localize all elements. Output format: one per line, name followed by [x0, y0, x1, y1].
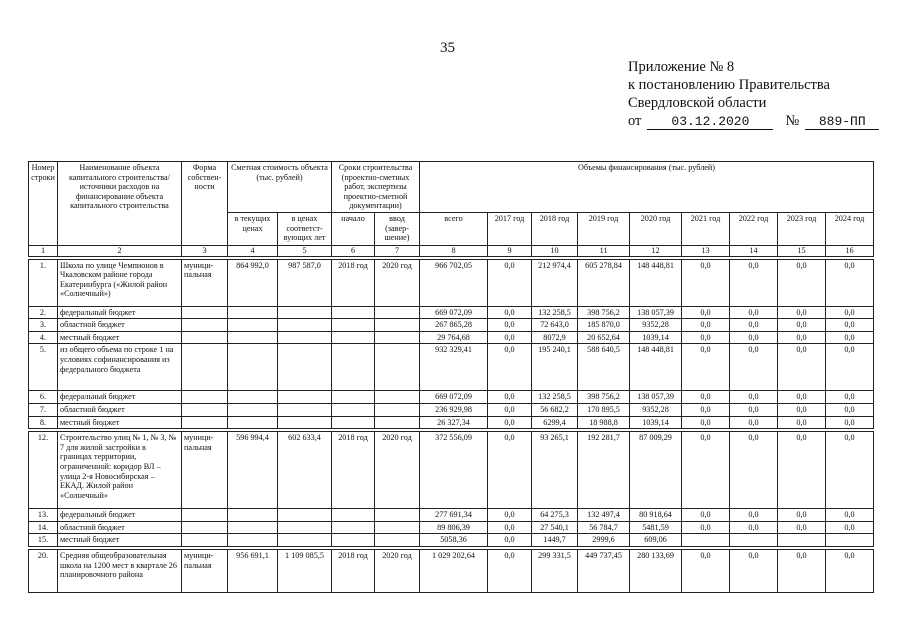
- row-number: 15.: [29, 534, 58, 547]
- year-amount: 0,0: [730, 306, 778, 319]
- column-number: 13: [682, 246, 730, 257]
- year-amount: 27 540,1: [532, 521, 578, 534]
- year-amount: 0,0: [826, 416, 874, 429]
- year-amount: 0,0: [682, 416, 730, 429]
- row-number: 6.: [29, 391, 58, 404]
- year-amount: 0,0: [730, 391, 778, 404]
- estimate-current: [228, 344, 278, 391]
- start-year: [332, 319, 375, 332]
- header-row-no: Номер строки: [29, 162, 58, 246]
- row-number: 20.: [29, 549, 58, 592]
- object-name: федеральный бюджет: [58, 509, 182, 522]
- object-name: местный бюджет: [58, 534, 182, 547]
- object-name: федеральный бюджет: [58, 391, 182, 404]
- ownership: муници-пальная: [182, 259, 228, 306]
- estimate-prev: 987 587,0: [278, 259, 332, 306]
- year-amount: 0,0: [488, 306, 532, 319]
- row-number: 2.: [29, 306, 58, 319]
- year-amount: 0,0: [826, 403, 874, 416]
- year-amount: 0,0: [682, 509, 730, 522]
- year-amount: 0,0: [730, 432, 778, 509]
- column-number: 14: [730, 246, 778, 257]
- year-amount: 1039,14: [630, 416, 682, 429]
- year-amount: 212 974,4: [532, 259, 578, 306]
- ownership: [182, 391, 228, 404]
- row-number: 13.: [29, 509, 58, 522]
- year-amount: 0,0: [826, 259, 874, 306]
- year-amount: [730, 534, 778, 547]
- row-number: 14.: [29, 521, 58, 534]
- column-number: 2: [58, 246, 182, 257]
- header-estimate-current: в текущих ценах: [228, 213, 278, 246]
- total-amount: 669 072,09: [420, 391, 488, 404]
- header-year: 2022 год: [730, 213, 778, 246]
- appendix-block: [628, 58, 879, 130]
- year-amount: 0,0: [682, 331, 730, 344]
- object-name: из общего объема по строке 1 на условиях софинансирования из федерального бюджета: [58, 344, 182, 391]
- year-amount: 0,0: [778, 521, 826, 534]
- year-amount: 9352,28: [630, 319, 682, 332]
- year-amount: 0,0: [826, 344, 874, 391]
- table-row: [29, 403, 874, 416]
- table-row: [29, 432, 874, 509]
- year-amount: 605 278,84: [578, 259, 630, 306]
- estimate-current: [228, 306, 278, 319]
- object-name: областной бюджет: [58, 521, 182, 534]
- year-amount: 2999,6: [578, 534, 630, 547]
- ownership: [182, 331, 228, 344]
- year-amount: 0,0: [778, 319, 826, 332]
- header-year: 2021 год: [682, 213, 730, 246]
- year-amount: 0,0: [488, 391, 532, 404]
- year-amount: 192 281,7: [578, 432, 630, 509]
- resolution-number: 889-ПП: [805, 115, 879, 130]
- row-number: 4.: [29, 331, 58, 344]
- ownership: [182, 534, 228, 547]
- estimate-prev: 602 633,4: [278, 432, 332, 509]
- year-amount: 0,0: [682, 432, 730, 509]
- row-number: 3.: [29, 319, 58, 332]
- table-row: [29, 509, 874, 522]
- total-amount: 277 691,34: [420, 509, 488, 522]
- table-row: [29, 319, 874, 332]
- year-amount: [826, 534, 874, 547]
- year-amount: 0,0: [778, 416, 826, 429]
- year-amount: 0,0: [730, 319, 778, 332]
- estimate-current: [228, 534, 278, 547]
- year-amount: 0,0: [826, 509, 874, 522]
- ownership: [182, 306, 228, 319]
- appendix-date-line: [628, 112, 879, 130]
- year-amount: 0,0: [730, 521, 778, 534]
- ownership: муници-пальная: [182, 549, 228, 592]
- year-amount: 148 448,81: [630, 259, 682, 306]
- year-amount: 195 240,1: [532, 344, 578, 391]
- column-number: 16: [826, 246, 874, 257]
- year-amount: 0,0: [682, 403, 730, 416]
- column-number: 11: [578, 246, 630, 257]
- appendix-line2: к постановлению Правительства: [628, 77, 830, 93]
- header-year: 2020 год: [630, 213, 682, 246]
- column-number: 4: [228, 246, 278, 257]
- estimate-current: 596 994,4: [228, 432, 278, 509]
- year-amount: 0,0: [826, 391, 874, 404]
- year-amount: 20 652,64: [578, 331, 630, 344]
- year-amount: 138 057,39: [630, 391, 682, 404]
- year-amount: 0,0: [682, 549, 730, 592]
- object-name: местный бюджет: [58, 416, 182, 429]
- total-amount: 669 072,09: [420, 306, 488, 319]
- year-amount: 0,0: [778, 391, 826, 404]
- year-amount: 0,0: [778, 259, 826, 306]
- object-name: областной бюджет: [58, 319, 182, 332]
- header-estimate: Сметная стоимость объекта (тыс. рублей): [228, 162, 332, 213]
- header-total: всего: [420, 213, 488, 246]
- from-label: от: [628, 113, 642, 129]
- ownership: [182, 319, 228, 332]
- total-amount: 966 702,05: [420, 259, 488, 306]
- header-ownership: Форма собствен-ности: [182, 162, 228, 246]
- year-amount: 0,0: [682, 344, 730, 391]
- estimate-prev: 1 109 085,5: [278, 549, 332, 592]
- year-amount: 0,0: [488, 549, 532, 592]
- start-year: [332, 534, 375, 547]
- header-terms: Сроки строительства (проектно-сметных работ, экспертизы проектно-сметной документации): [332, 162, 420, 213]
- year-amount: 0,0: [730, 416, 778, 429]
- year-amount: 132 258,5: [532, 391, 578, 404]
- header-year: 2018 год: [532, 213, 578, 246]
- year-amount: 0,0: [730, 344, 778, 391]
- year-amount: 0,0: [730, 259, 778, 306]
- row-number: 12.: [29, 432, 58, 509]
- finish-year: 2020 год: [375, 432, 420, 509]
- start-year: [332, 331, 375, 344]
- column-number: 9: [488, 246, 532, 257]
- year-amount: 0,0: [778, 331, 826, 344]
- year-amount: 87 009,29: [630, 432, 682, 509]
- year-amount: 0,0: [488, 509, 532, 522]
- estimate-prev: [278, 391, 332, 404]
- object-name: Школа по улице Чемпионов в Чкаловском районе города Екатеринбурга («Жилой район «Солнечный»): [58, 259, 182, 306]
- estimate-current: [228, 509, 278, 522]
- header-year: 2017 год: [488, 213, 532, 246]
- year-amount: 132 258,5: [532, 306, 578, 319]
- row-number: 5.: [29, 344, 58, 391]
- estimate-prev: [278, 416, 332, 429]
- year-amount: 0,0: [488, 432, 532, 509]
- year-amount: 93 265,1: [532, 432, 578, 509]
- estimate-current: [228, 331, 278, 344]
- ownership: [182, 416, 228, 429]
- object-name: Строительство улиц № 1, № 3, № 7 для жилой застройки в границах территории, ограниченной: коридор ВЛ – улица 2-я Новосибирская – ЕКАД. Жилой район «Солнечный»: [58, 432, 182, 509]
- estimate-current: [228, 416, 278, 429]
- year-amount: 0,0: [826, 319, 874, 332]
- year-amount: 0,0: [682, 521, 730, 534]
- year-amount: 0,0: [488, 331, 532, 344]
- year-amount: 0,0: [778, 509, 826, 522]
- year-amount: 132 497,4: [578, 509, 630, 522]
- column-number: 10: [532, 246, 578, 257]
- year-amount: 0,0: [488, 534, 532, 547]
- year-amount: 170 895,5: [578, 403, 630, 416]
- table-row: [29, 391, 874, 404]
- estimate-current: [228, 403, 278, 416]
- year-amount: 148 448,81: [630, 344, 682, 391]
- finish-year: [375, 521, 420, 534]
- object-name: областной бюджет: [58, 403, 182, 416]
- year-amount: 0,0: [488, 259, 532, 306]
- year-amount: 449 737,45: [578, 549, 630, 592]
- year-amount: 0,0: [826, 331, 874, 344]
- table-row: [29, 549, 874, 592]
- year-amount: 64 275,3: [532, 509, 578, 522]
- column-number: 7: [375, 246, 420, 257]
- finish-year: [375, 391, 420, 404]
- year-amount: 0,0: [682, 319, 730, 332]
- year-amount: [778, 534, 826, 547]
- row-number: 7.: [29, 403, 58, 416]
- year-amount: 0,0: [826, 432, 874, 509]
- estimate-current: [228, 391, 278, 404]
- year-amount: 18 988,8: [578, 416, 630, 429]
- estimate-prev: [278, 331, 332, 344]
- header-funding: Объемы финансирования (тыс. рублей): [420, 162, 874, 213]
- table-row: [29, 331, 874, 344]
- year-amount: 0,0: [778, 306, 826, 319]
- year-amount: 398 756,2: [578, 391, 630, 404]
- header-finish: ввод (завер-шение): [375, 213, 420, 246]
- estimate-current: [228, 521, 278, 534]
- header-year: 2024 год: [826, 213, 874, 246]
- year-amount: 0,0: [778, 432, 826, 509]
- column-number: 12: [630, 246, 682, 257]
- total-amount: 932 329,41: [420, 344, 488, 391]
- header-year: 2019 год: [578, 213, 630, 246]
- year-amount: 5481,59: [630, 521, 682, 534]
- estimate-prev: [278, 319, 332, 332]
- table-row: [29, 534, 874, 547]
- year-amount: 0,0: [488, 521, 532, 534]
- year-amount: 56 784,7: [578, 521, 630, 534]
- finish-year: [375, 534, 420, 547]
- number-label: №: [785, 113, 800, 129]
- year-amount: 56 682,2: [532, 403, 578, 416]
- table-row: [29, 344, 874, 391]
- start-year: 2018 год: [332, 259, 375, 306]
- year-amount: 398 756,2: [578, 306, 630, 319]
- row-number: 8.: [29, 416, 58, 429]
- finish-year: 2020 год: [375, 549, 420, 592]
- start-year: [332, 391, 375, 404]
- year-amount: [682, 534, 730, 547]
- header-name: Наименование объекта капитального строительства/источники расходов на финансирование объекта капитального строительства: [58, 162, 182, 246]
- estimate-prev: [278, 306, 332, 319]
- estimate-prev: [278, 403, 332, 416]
- total-amount: 89 806,39: [420, 521, 488, 534]
- total-amount: 1 029 202,64: [420, 549, 488, 592]
- ownership: [182, 521, 228, 534]
- year-amount: 609,06: [630, 534, 682, 547]
- start-year: [332, 416, 375, 429]
- year-amount: 0,0: [730, 549, 778, 592]
- appendix-line3: Свердловской области: [628, 95, 767, 111]
- header-start: начало: [332, 213, 375, 246]
- estimate-prev: [278, 521, 332, 534]
- year-amount: 0,0: [682, 306, 730, 319]
- year-amount: 0,0: [826, 521, 874, 534]
- start-year: [332, 344, 375, 391]
- column-number: 5: [278, 246, 332, 257]
- total-amount: 5058,36: [420, 534, 488, 547]
- estimate-current: [228, 319, 278, 332]
- column-number: 1: [29, 246, 58, 257]
- year-amount: 6299,4: [532, 416, 578, 429]
- year-amount: 0,0: [488, 403, 532, 416]
- start-year: 2018 год: [332, 549, 375, 592]
- object-name: Средняя общеобразовательная школа на 1200 мест в квартале 26 планировочного района: [58, 549, 182, 592]
- start-year: [332, 306, 375, 319]
- year-amount: 185 870,0: [578, 319, 630, 332]
- finish-year: [375, 509, 420, 522]
- finish-year: [375, 403, 420, 416]
- year-amount: 138 057,39: [630, 306, 682, 319]
- year-amount: 0,0: [730, 403, 778, 416]
- total-amount: 236 929,98: [420, 403, 488, 416]
- header-row-1: [29, 162, 874, 213]
- year-amount: 80 918,64: [630, 509, 682, 522]
- year-amount: 1039,14: [630, 331, 682, 344]
- start-year: [332, 403, 375, 416]
- ownership: [182, 344, 228, 391]
- year-amount: 1449,7: [532, 534, 578, 547]
- finish-year: 2020 год: [375, 259, 420, 306]
- year-amount: 9352,28: [630, 403, 682, 416]
- total-amount: 372 556,09: [420, 432, 488, 509]
- finish-year: [375, 319, 420, 332]
- column-number: 3: [182, 246, 228, 257]
- year-amount: 0,0: [778, 549, 826, 592]
- year-amount: 0,0: [826, 306, 874, 319]
- estimate-current: 864 992,0: [228, 259, 278, 306]
- ownership: [182, 509, 228, 522]
- year-amount: 0,0: [826, 549, 874, 592]
- header-year: 2023 год: [778, 213, 826, 246]
- year-amount: 0,0: [488, 416, 532, 429]
- column-number: 8: [420, 246, 488, 257]
- column-number: 15: [778, 246, 826, 257]
- estimate-prev: [278, 344, 332, 391]
- page-number: 35: [440, 40, 455, 56]
- object-name: местный бюджет: [58, 331, 182, 344]
- column-number: 6: [332, 246, 375, 257]
- estimate-prev: [278, 534, 332, 547]
- year-amount: 0,0: [778, 403, 826, 416]
- column-numbers-row: [29, 246, 874, 257]
- year-amount: 0,0: [778, 344, 826, 391]
- resolution-date: 03.12.2020: [647, 115, 773, 130]
- finish-year: [375, 416, 420, 429]
- total-amount: 26 327,34: [420, 416, 488, 429]
- year-amount: 0,0: [488, 319, 532, 332]
- finish-year: [375, 331, 420, 344]
- total-amount: 267 865,28: [420, 319, 488, 332]
- table-row: [29, 521, 874, 534]
- table-row: [29, 416, 874, 429]
- row-number: 1.: [29, 259, 58, 306]
- finish-year: [375, 306, 420, 319]
- finish-year: [375, 344, 420, 391]
- ownership: муници-пальная: [182, 432, 228, 509]
- year-amount: 0,0: [682, 391, 730, 404]
- year-amount: 0,0: [730, 509, 778, 522]
- object-name: федеральный бюджет: [58, 306, 182, 319]
- year-amount: 0,0: [730, 331, 778, 344]
- year-amount: 8072,9: [532, 331, 578, 344]
- year-amount: 280 133,69: [630, 549, 682, 592]
- ownership: [182, 403, 228, 416]
- start-year: [332, 509, 375, 522]
- start-year: 2018 год: [332, 432, 375, 509]
- year-amount: 588 640,5: [578, 344, 630, 391]
- year-amount: 299 331,5: [532, 549, 578, 592]
- start-year: [332, 521, 375, 534]
- table-row: [29, 306, 874, 319]
- appendix-title: Приложение № 8: [628, 59, 735, 75]
- year-amount: 0,0: [488, 344, 532, 391]
- year-amount: 0,0: [682, 259, 730, 306]
- header-estimate-prev: в ценах соответст-вующих лет: [278, 213, 332, 246]
- table-row: [29, 259, 874, 306]
- total-amount: 29 764,68: [420, 331, 488, 344]
- estimate-current: 956 691,1: [228, 549, 278, 592]
- funding-table: [28, 161, 874, 593]
- estimate-prev: [278, 509, 332, 522]
- year-amount: 72 643,0: [532, 319, 578, 332]
